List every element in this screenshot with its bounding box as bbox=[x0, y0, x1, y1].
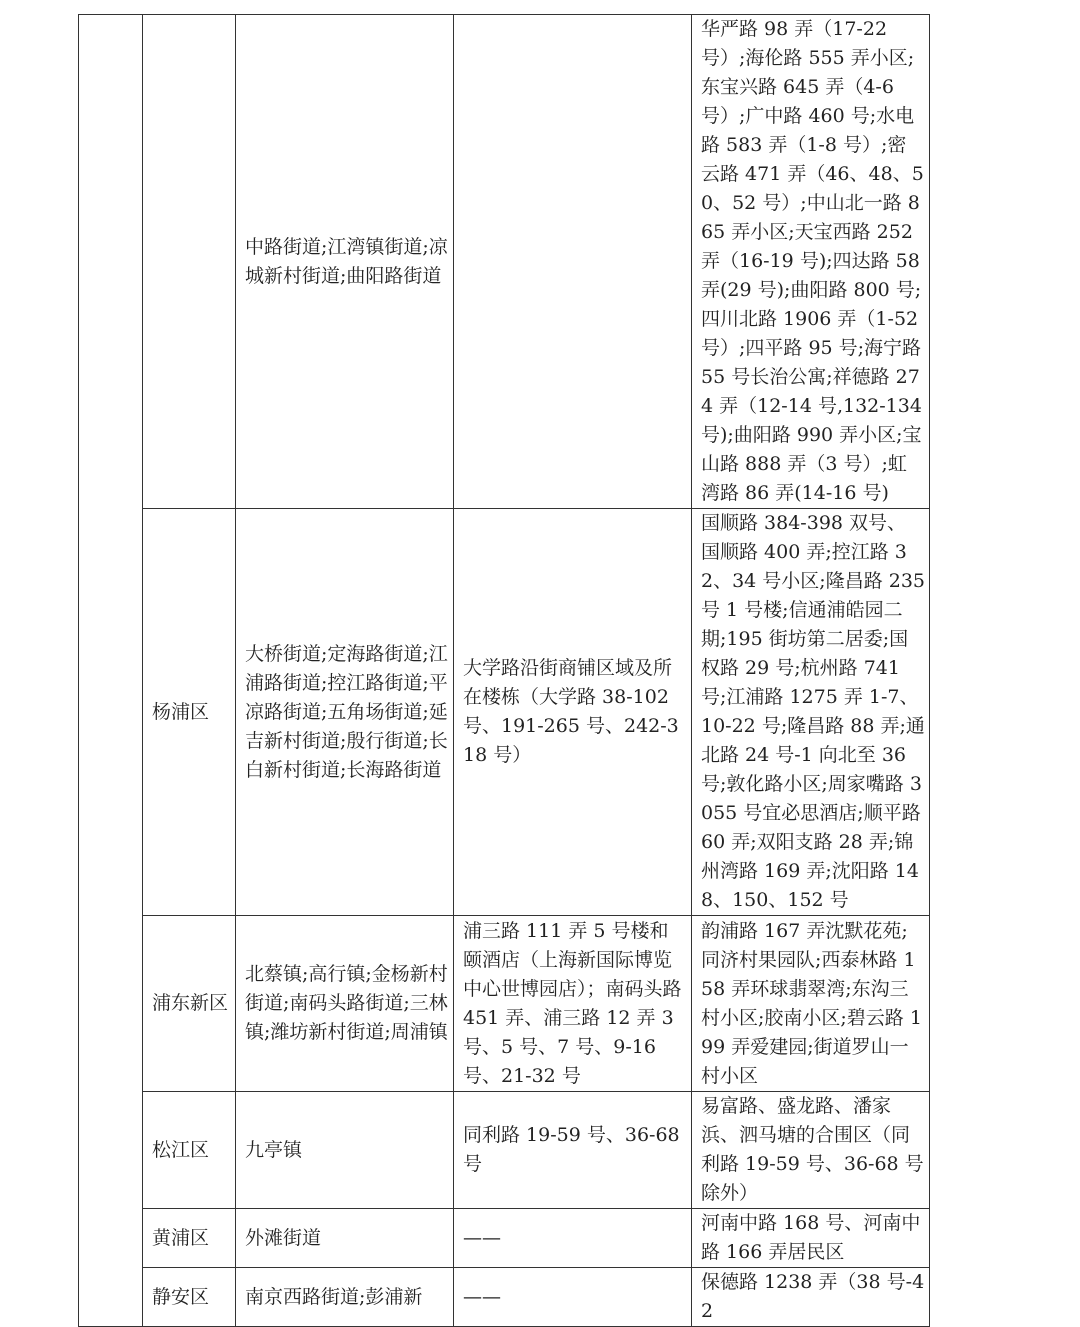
table-row bbox=[79, 1092, 930, 1209]
area-cell: —— bbox=[454, 1209, 692, 1268]
table-row bbox=[79, 916, 930, 1092]
streets-cell: 中路街道;江湾镇街道;凉城新村街道;曲阳路街道 bbox=[236, 15, 454, 509]
streets-cell: 大桥街道;定海路街道;江浦路街道;控江路街道;平凉路街道;五角场街道;延吉新村街道;殷行街道;长白新村街道;长海路街道 bbox=[236, 509, 454, 916]
table-row bbox=[79, 1268, 930, 1327]
streets-cell: 外滩街道 bbox=[236, 1209, 454, 1268]
area-cell: 大学路沿街商铺区域及所在楼栋（大学路 38-102 号、191-265 号、242-318 号） bbox=[454, 509, 692, 916]
area-cell: 同利路 19-59 号、36-68 号 bbox=[454, 1092, 692, 1209]
index-column-cell bbox=[79, 15, 143, 1327]
district-cell: 静安区 bbox=[143, 1268, 236, 1327]
district-area-table bbox=[78, 14, 930, 1327]
area-cell bbox=[454, 15, 692, 509]
district-cell: 杨浦区 bbox=[143, 509, 236, 916]
residential-cell: 华严路 98 弄（17-22 号）;海伦路 555 弄小区;东宝兴路 645 弄（4-6 号）;广中路 460 号;水电路 583 弄（1-8 号）;密云路 471 弄（46、48、50、52 号）;中山北一路 865 弄小区;天宝西路 252 弄（16-19 号);四达路 58 弄(29 号);曲阳路 800 号;四川北路 1906 弄（1-52 号）;四平路 95 号;海宁路 55 号长治公寓;祥德路 274 弄（12-14 号,132-134 号);曲阳路 990 弄小区;宝山路 888 弄（3 号）;虹湾路 86 弄(14-16 号) bbox=[692, 15, 930, 509]
table-row bbox=[79, 15, 930, 509]
district-cell: 松江区 bbox=[143, 1092, 236, 1209]
district-cell: 浦东新区 bbox=[143, 916, 236, 1092]
residential-cell: 易富路、盛龙路、潘家浜、泗马塘的合围区（同利路 19-59 号、36-68 号除外） bbox=[692, 1092, 930, 1209]
residential-cell: 保德路 1238 弄（38 号-42 bbox=[692, 1268, 930, 1327]
district-cell bbox=[143, 15, 236, 509]
area-cell: 浦三路 111 弄 5 号楼和颐酒店（上海新国际博览中心世博园店）；南码头路 451 弄、浦三路 12 弄 3 号、5 号、7 号、9-16 号、21-32 号 bbox=[454, 916, 692, 1092]
area-cell: —— bbox=[454, 1268, 692, 1327]
district-cell: 黄浦区 bbox=[143, 1209, 236, 1268]
streets-cell: 九亭镇 bbox=[236, 1092, 454, 1209]
table-row bbox=[79, 509, 930, 916]
residential-cell: 河南中路 168 号、河南中路 166 弄居民区 bbox=[692, 1209, 930, 1268]
streets-cell: 南京西路街道;彭浦新 bbox=[236, 1268, 454, 1327]
residential-cell: 韵浦路 167 弄沈默花苑;同济村果园队;西泰林路 158 弄环球翡翠湾;东沟三村小区;胶南小区;碧云路 199 弄爱建园;街道罗山一村小区 bbox=[692, 916, 930, 1092]
residential-cell: 国顺路 384-398 双号、国顺路 400 弄;控江路 32、34 号小区;隆昌路 235 号 1 号楼;信通浦皓园二期;195 街坊第二居委;国权路 29 号;杭州路 741 号;江浦路 1275 弄 1-7、10-22 号;隆昌路 88 弄;通北路 24 号-1 向北至 36 号;敦化路小区;周家嘴路 3055 号宜必思酒店;顺平路 60 弄;双阳支路 28 弄;锦州湾路 169 弄;沈阳路 148、150、152 号 bbox=[692, 509, 930, 916]
table-row bbox=[79, 1209, 930, 1268]
streets-cell: 北蔡镇;高行镇;金杨新村街道;南码头路街道;三林镇;潍坊新村街道;周浦镇 bbox=[236, 916, 454, 1092]
